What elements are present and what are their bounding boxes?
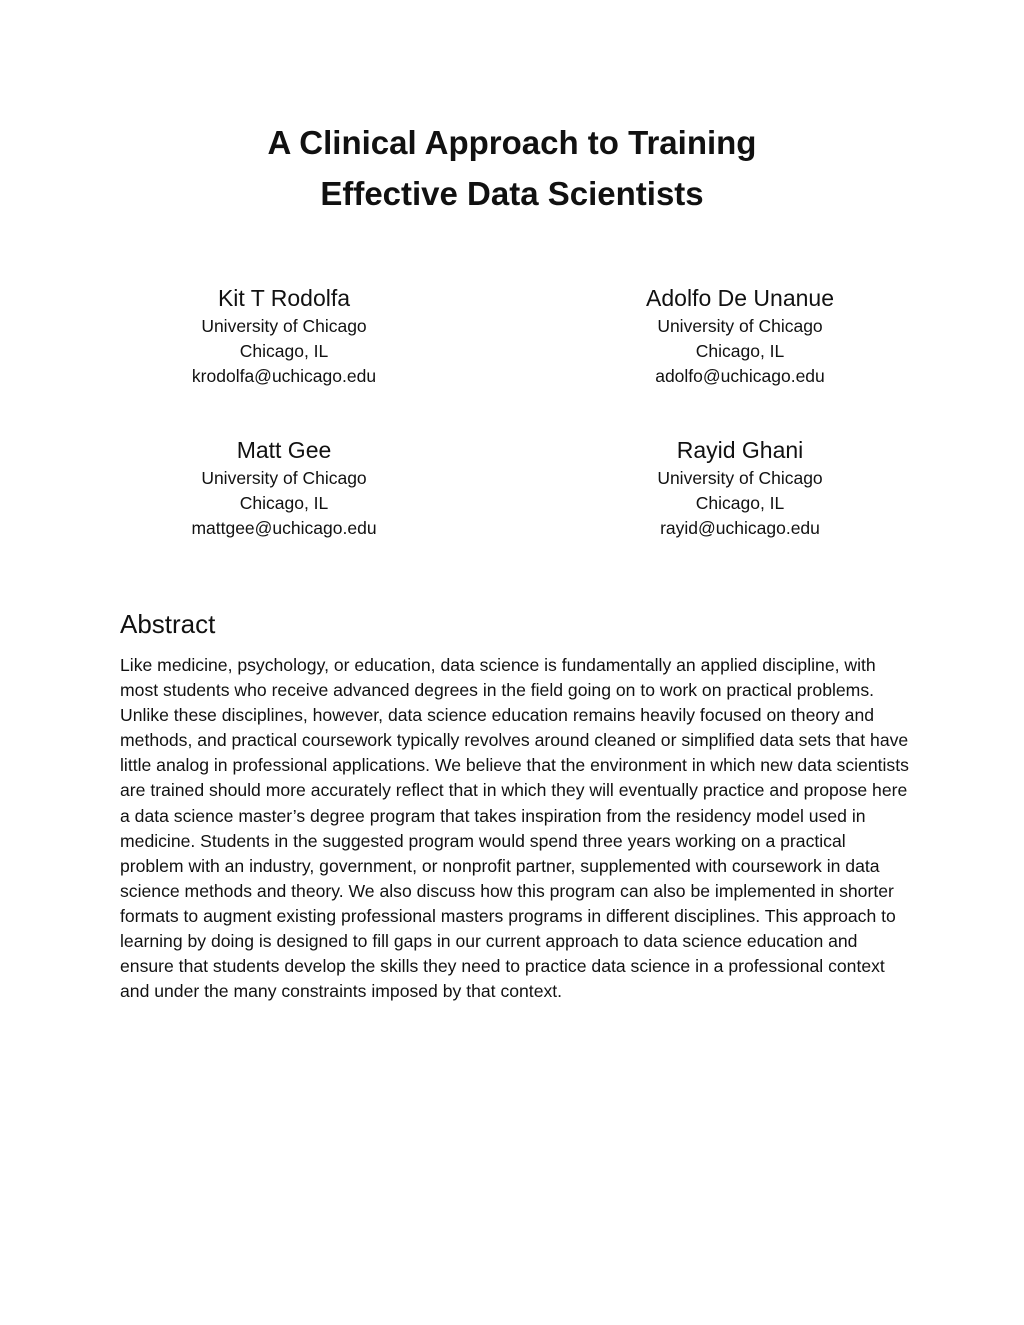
author-location: Chicago, IL <box>239 341 329 361</box>
author-affiliation: University of Chicago <box>657 316 823 336</box>
author-name: Kit T Rodolfa <box>217 285 351 311</box>
abstract-heading: Abstract <box>120 609 216 639</box>
author-email: rayid@uchicago.edu <box>660 518 820 538</box>
author-affiliation: University of Chicago <box>201 468 367 488</box>
author-block-rodolfa <box>124 283 444 389</box>
author-block-ghani <box>580 435 900 541</box>
author-email: mattgee@uchicago.edu <box>191 518 377 538</box>
author-email: krodolfa@uchicago.edu <box>191 366 377 386</box>
paper-title <box>0 117 1024 219</box>
author-location: Chicago, IL <box>695 341 785 361</box>
author-location: Chicago, IL <box>695 493 785 513</box>
abstract-text: Like medicine, psychology, or education, data science is fundamentally an applied discipline, with most students who receive advanced degrees in the field going on to work on practical problems. Unlike these disciplines, however, data science education remains heavily focused on theory and methods, and practical coursework typically revolves around cleaned or simplified data sets that have little analog in professional applications. We believe that the environment in which new data scientists are trained should more accurately reflect that in which they will eventually practice and propose here a data science master’s degree program that takes inspiration from the residency model used in medicine. Students in the suggested program would spend three years working on a practical problem with an industry, government, or nonprofit partner, supplemented with coursework in data science methods and theory. We also discuss how this program can also be implemented in shorter formats to augment existing professional masters programs in different disciplines. This approach to learning by doing is designed to fill gaps in our current approach to data science education and ensure that students develop the skills they need to practice data science in a professional context and under the many constraints imposed by that context. <box>120 655 909 1002</box>
author-name: Matt Gee <box>236 437 332 463</box>
author-affiliation: University of Chicago <box>201 316 367 336</box>
author-name: Rayid Ghani <box>676 437 804 463</box>
title-line-1: A Clinical Approach to Training <box>267 124 757 161</box>
author-block-gee <box>124 435 444 541</box>
title-line-2: Effective Data Scientists <box>320 175 704 212</box>
author-location: Chicago, IL <box>239 493 329 513</box>
author-name: Adolfo De Unanue <box>646 285 834 311</box>
author-affiliation: University of Chicago <box>657 468 823 488</box>
author-block-de-unanue <box>580 283 900 389</box>
author-email: adolfo@uchicago.edu <box>655 366 825 386</box>
